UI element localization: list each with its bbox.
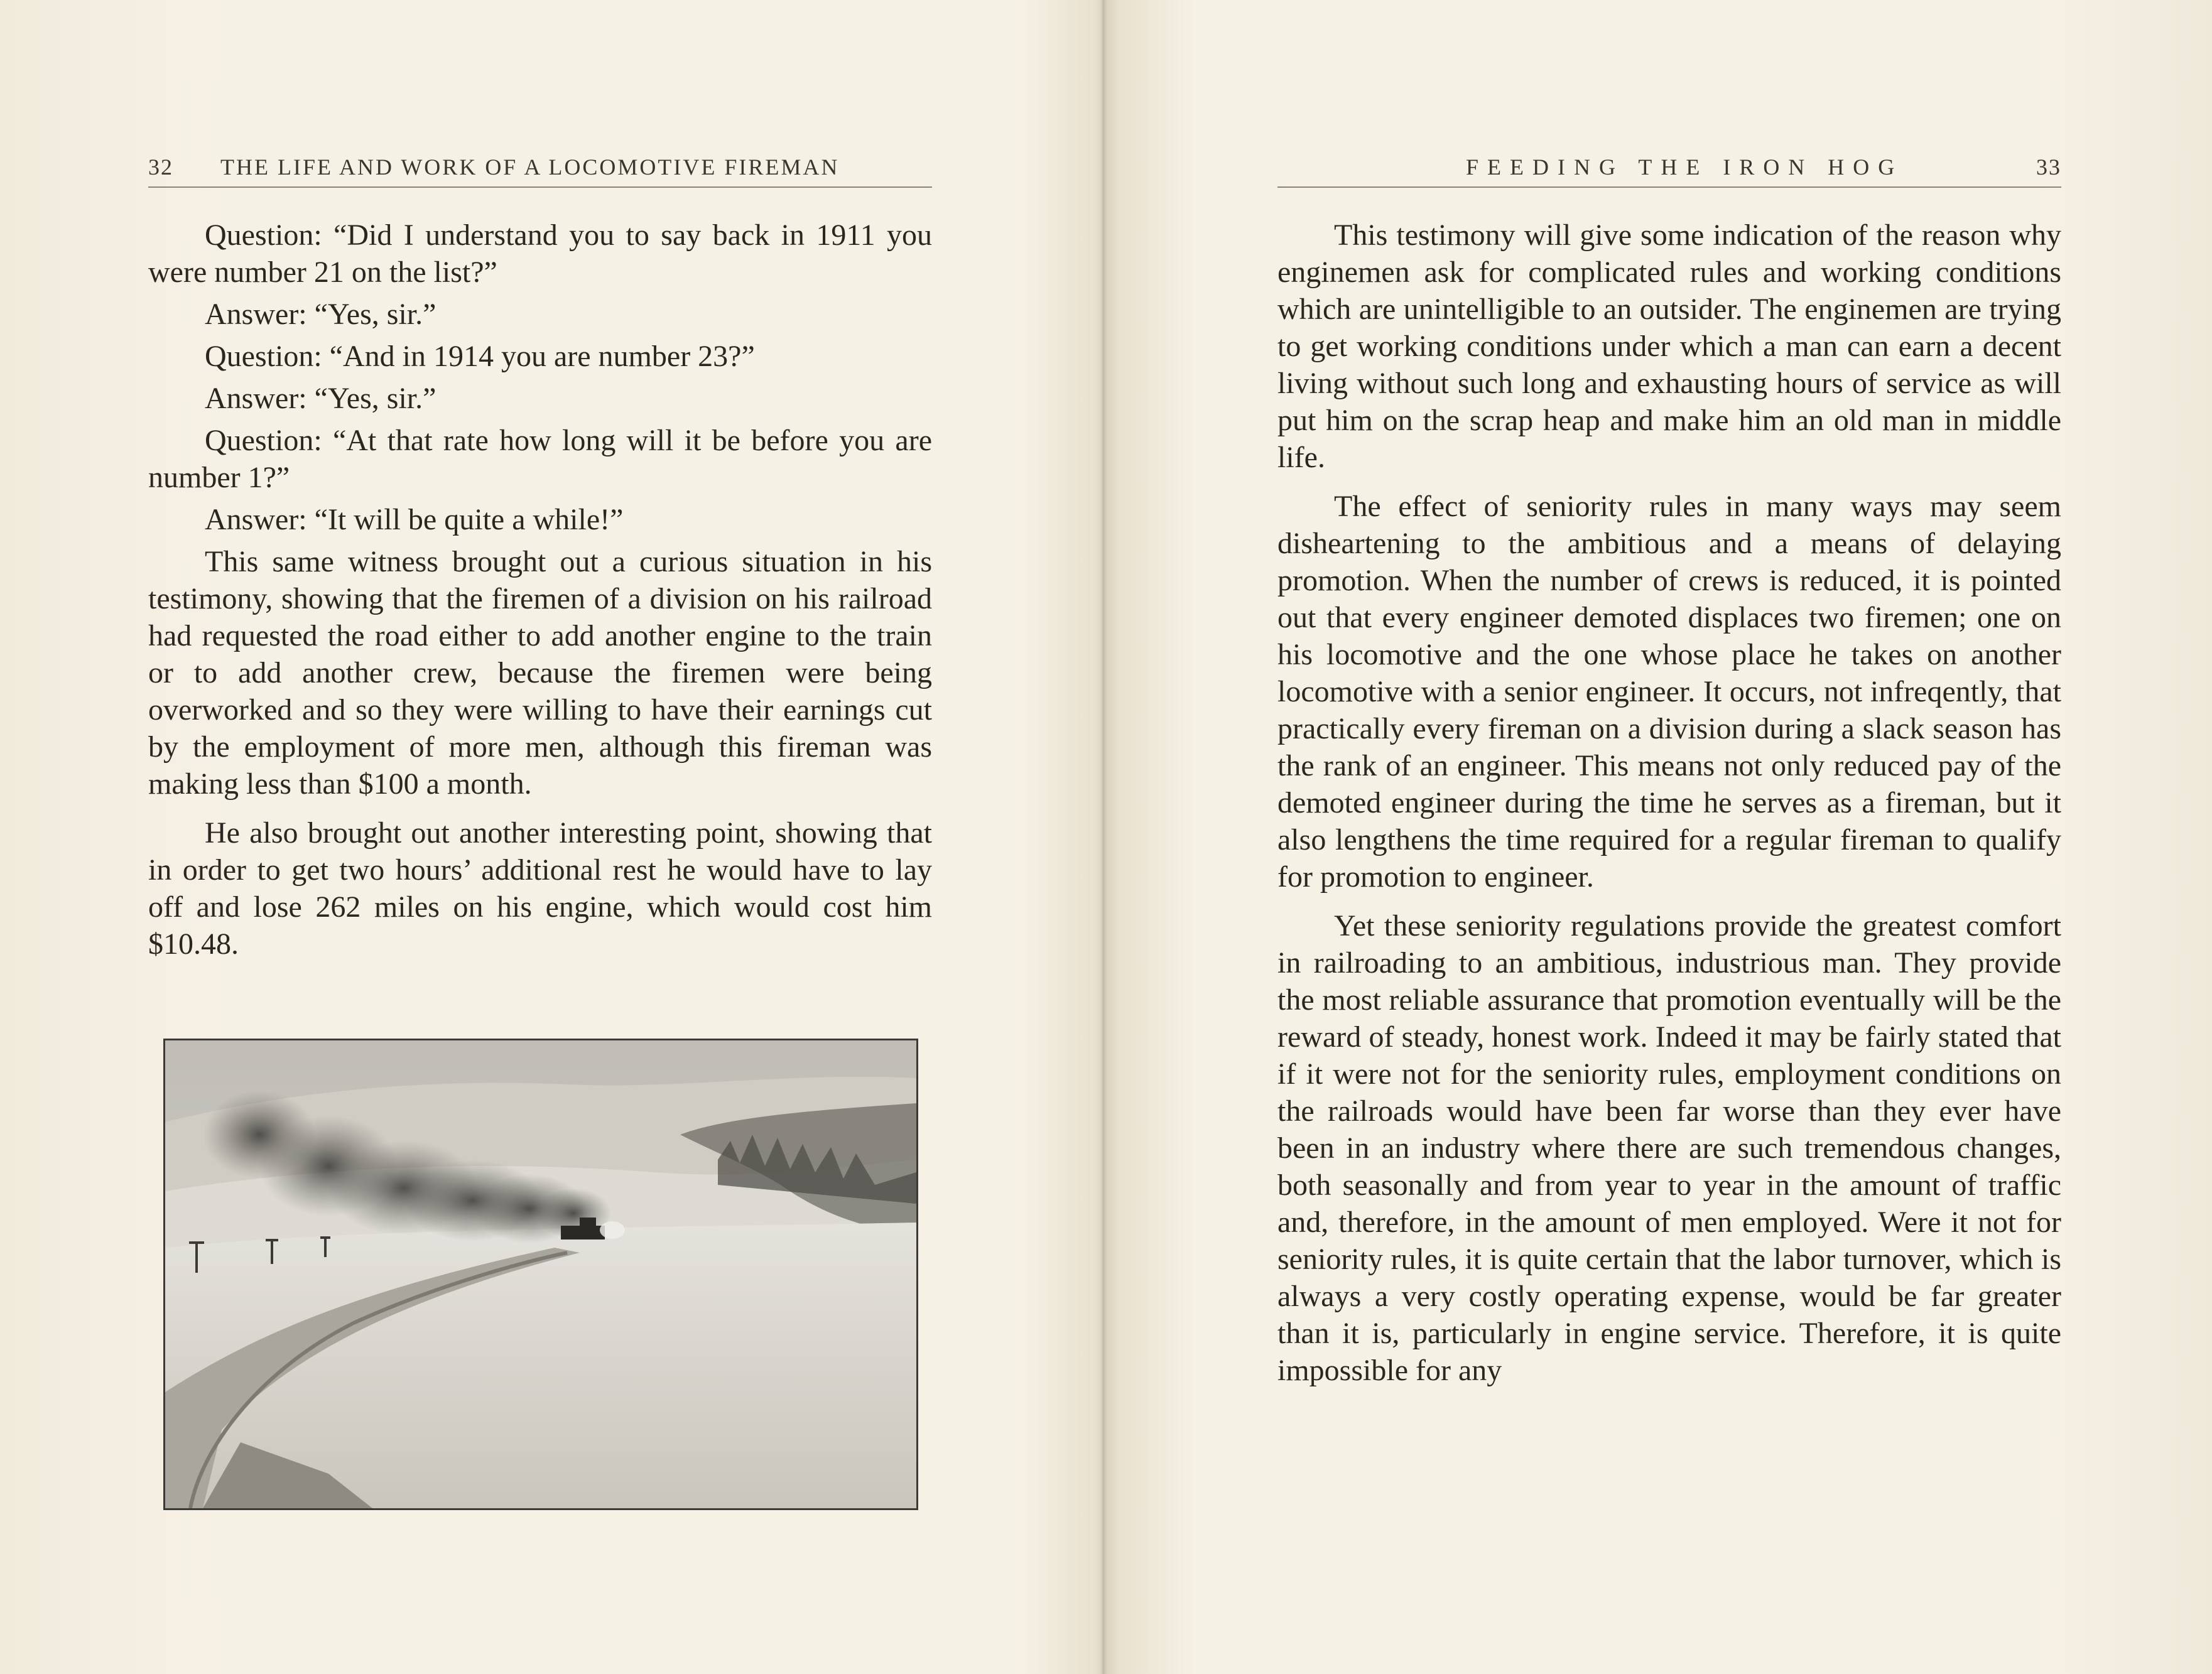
paragraph: He also brought out another interesting point, showing that in order to get two hours’ additional rest he would have to lay off and lose 262 miles on his engine, which would cost him $10.48. — [148, 816, 932, 961]
paragraph: The effect of seniority rules in many ways may seem disheartening to the ambitious and a means of delaying promotion. When the number of crews is reduced, it is pointed out that every engineer demoted displaces two firemen; one on his locomotive and the one whose place he takes on another locomotive with a senior engineer. It occurs, not infreqently, that practically every fireman on a division during a slack season has the rank of an engineer. This means not only reduced pay of the demoted engineer during the time he serves as a fireman, but it also lengthens the time required for a regular fireman to qualify for promotion to engineer. — [1277, 490, 2061, 894]
paragraph: This testimony will give some indication of the reason why enginemen ask for complicated rules and working conditions which are unintelligible to an outsider. The enginemen are trying to get working conditions under which a man can earn a decent living without such long and exhausting hours of service as will put him on the scrap heap and make him an old man in middle life. — [1277, 219, 2061, 474]
right-page-number: 33 — [2036, 154, 2061, 180]
book-gutter — [1100, 0, 1107, 1674]
right-page — [1277, 0, 2061, 1674]
left-body-text — [148, 217, 932, 975]
photograph-illustration — [165, 1040, 916, 1508]
paragraph: Answer: “Yes, sir.” — [205, 298, 436, 331]
left-running-title: THE LIFE AND WORK OF A LOCOMOTIVE FIREMAN — [220, 154, 840, 180]
paragraph: Yet these seniority regulations provide the greatest comfort in railroading to an ambitious, industrious man. They provide the most reliable assurance that promotion eventually will be the reward of steady, honest work. Indeed it may be fairly stated that if it were not for the seniority rules, employment conditions on the railroads would have been far worse than they ever have been in an industry where there are such tremendous changes, both seasonally and from year to year in the amount of traffic and, therefore, in the amount of men employed. Were it not for seniority rules, it is quite certain that the labor turnover, which is always a very costly operating expense, would be far greater than it is, particularly in engine service. Therefore, it is quite impossible for any — [1277, 909, 2061, 1387]
right-running-title: FEEDING THE IRON HOG — [1466, 154, 1904, 180]
left-running-head — [148, 154, 932, 188]
left-page-number: 32 — [148, 154, 173, 180]
paragraph: Question: “At that rate how long will it be before you are number 1?” — [148, 424, 932, 494]
paragraph: Question: “Did I understand you to say back in 1911 you were number 21 on the list?” — [148, 219, 932, 289]
right-body-text — [1277, 217, 2061, 1401]
right-running-head — [1277, 154, 2061, 188]
paragraph: Answer: “It will be quite a while!” — [205, 503, 624, 536]
locomotive-snow-photograph — [163, 1039, 918, 1510]
left-page — [148, 0, 932, 1674]
paragraph: Question: “And in 1914 you are number 23?” — [205, 340, 755, 373]
paragraph: Answer: “Yes, sir.” — [205, 382, 436, 415]
paragraph: This same witness brought out a curious situation in his testimony, showing that the firemen of a division on his railroad had requested the road either to add another engine to the train or to add another crew, because the firemen were being overworked and so they were willing to have their earnings cut by the employment of more men, although this fireman was making less than $100 a month. — [148, 545, 932, 801]
